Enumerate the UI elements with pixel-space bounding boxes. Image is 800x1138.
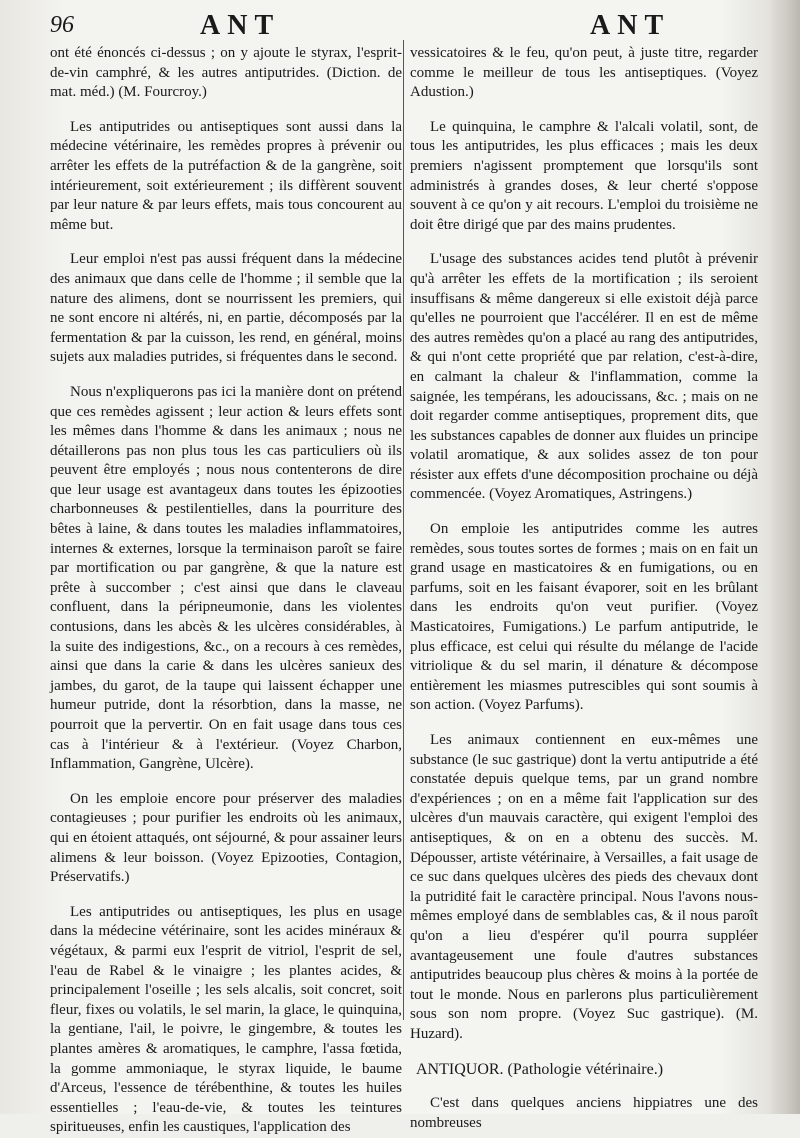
paragraph: Le quinquina, le camphre & l'alcali volatil, sont, de tous les antiputrides, les plus efficaces ; mais les deux premiers n'agissent promptement que lorsqu'ils sont administrés à grandes doses, & leur cherté s'oppose souvent à ce qu'on y ait recours. L'emploi du troisième ne doit être dirigé que par des mains prudentes.	[410, 118, 758, 233]
running-head-left: ANT	[200, 10, 281, 41]
paragraph: On les emploie encore pour préserver des maladies contagieuses ; pour purifier les endroits où les animaux, qui en étoient attaqués, ont séjourné, & pour assainer leurs alimens & leur boisson. (Voyez Epizooties, Contagion, Préservatifs.)	[50, 790, 402, 886]
paragraph: Leur emploi n'est pas aussi fréquent dans la médecine des animaux que dans celle de l'homme ; il semble que la nature des alimens, dont se nourrissent les premiers, qui ne sont encore ni altérés, ni, en partie, décomposés par la fermentation & par la cuisson, les rend, en général, moins sujets aux maladies putrides, si fréquentes dans le second.	[50, 251, 402, 366]
running-head-right: ANT	[590, 10, 671, 41]
paragraph: On emploie les antiputrides comme les autres remèdes, sous toutes sortes de formes ; mais on en fait un grand usage en masticatoires & en fumigations, ou en parfums, soit en les faisant évaporer, soit en les brûlant dans les endroits qu'on veut purifier. (Voyez Masticatoires, Fumigations.) Le parfum antiputride, le plus efficace, est celui qui résulte du mélange de l'acide vitriolique & du sel marin, il dénature & décompose entièrement les miasmes putrescibles qui sont soumis à son action. (Voyez Parfums).	[410, 521, 758, 714]
paragraph: Les animaux contiennent en eux-mêmes une substance (le suc gastrique) dont la vertu antiputride a été constatée depuis quelque tems, par un grand nombre d'expériences ; on en a même fait l'application sur des ulcères d'un mauvais caractère, qui exigent l'emploi des antiseptiques, & on en a obtenu des succès. M. Dépousser, artiste vétérinaire, à Versailles, a fait usage de ce suc dans quelques ulcères des pieds des chevaux dont la putridité fait le caractère principal. Nous l'avons nous-mêmes employé dans de semblables cas, & il nous paroît qu'on a lieu d'espérer qu'il pourra suppléer avantageusement une foule d'autres substances antiputrides beaucoup plus chères & moins à la portée de tout le monde. Nous en parlerons plus particulièrement sous son nom propre. (Voyez Suc gastrique). (M. Huzard).	[410, 732, 758, 1042]
entry-heading: ANTIQUOR. (Pathologie vétérinaire.)	[416, 1060, 664, 1078]
column-divider	[403, 40, 404, 1020]
left-column	[50, 44, 402, 1136]
page-number: 96	[50, 12, 74, 38]
right-column	[410, 44, 758, 1131]
paragraph: Les antiputrides ou antiseptiques sont aussi dans la médecine vétérinaire, les remèdes propres à prévenir ou arrêter les effets de la putréfaction & de la gangrène, soit intérieurement, soit extérieurement ; ils diffèrent souvent par leur nature & par leurs effets, mais tous concourent au même but.	[50, 118, 402, 233]
paragraph: Les antiputrides ou antiseptiques, les plus en usage dans la médecine vétérinaire, sont les acides minéraux & végétaux, & parmi eux l'esprit de vitriol, l'esprit de sel, l'eau de Rabel & le vinaigre ; les plantes acides, & principalement l'oseille ; les sels alcalis, soit concret, soit fleur, fixes ou volatils, le sel marin, la glace, le quinquina, la gentiane, l'ail, le poivre, le gingembre, & toutes les plantes amères & aromatiques, le camphre, l'assa fœtida, la gomme ammoniaque, le styrax liquide, le baume d'Arceus, l'essence de térébenthine, & toutes les huiles essentielles ; l'eau-de-vie, & toutes les teintures spiritueuses, enfin les caustiques, l'application des	[50, 903, 402, 1136]
page-edge-shadow	[768, 0, 800, 1114]
page-header	[50, 8, 770, 42]
paragraph: Nous n'expliquerons pas ici la manière dont on prétend que ces remèdes agissent ; leur action & leurs effets sont les mêmes dans l'homme & dans les animaux ; nous ne détaillerons pas non plus tous les cas particuliers où ils peuvent être employés ; nous nous contenterons de dire que leur usage est avantageux dans toutes les épizooties charbonneuses & pestilentielles, dans la pourriture des bêtes à laine, & dans toutes les maladies inflammatoires, internes & externes, lorsque la terminaison paroît se faire par mortification ou par gangrène, & que la nature est prête à succomber ; c'est ainsi que dans le claveau confluent, dans la péripneumonie, dans les violentes contusions, dans les abcès & les ulcères considérables, à la suite des indigestions, &c., on a recours à ces remèdes, ainsi que dans la carie & dans les ulcères sanieux des jambes, du garot, de la taupe qui laissent échapper une humeur putride, dont la résorbtion, dans la masse, ne pourroit que la pervertir. On en fait usage dans tous ces cas à l'intérieur & à l'extérieur. (Voyez Charbon, Inflammation, Gangrène, Ulcère).	[50, 383, 402, 773]
paragraph: L'usage des substances acides tend plutôt à prévenir qu'à arrêter les effets de la mortification ; ils seroient insuffisans & même dangereux si elle existoit déjà parce qu'elles ne pourroient que l'accélérer. Il en est de même des autres remèdes qu'on a placé au rang des antiputrides, & qui n'ont cette propriété que par relation, c'est-à-dire, en calmant la chaleur & l'inflammation, comme la saignée, les tempérans, les adoucissans, &c. ; mais on ne doit regarder comme antiseptiques, proprement dits, que les substances capables de donner aux fluides un principe volatil aromatique, & aux solides assez de ton pour résister aux effets d'une décomposition prochaine ou déjà commencée. (Voyez Aromatiques, Astringens.)	[410, 251, 758, 503]
paragraph: ont été énoncés ci-dessus ; on y ajoute le styrax, l'esprit-de-vin camphré, & les autres antiputrides. (Diction. de mat. méd.) (M. Fourcroy.)	[50, 45, 402, 101]
paragraph: vessicatoires & le feu, qu'on peut, à juste titre, regarder comme le meilleur de tous les antiseptiques. (Voyez Adustion.)	[410, 45, 758, 101]
paragraph: C'est dans quelques anciens hippiatres une des nombreuses	[410, 1095, 758, 1131]
